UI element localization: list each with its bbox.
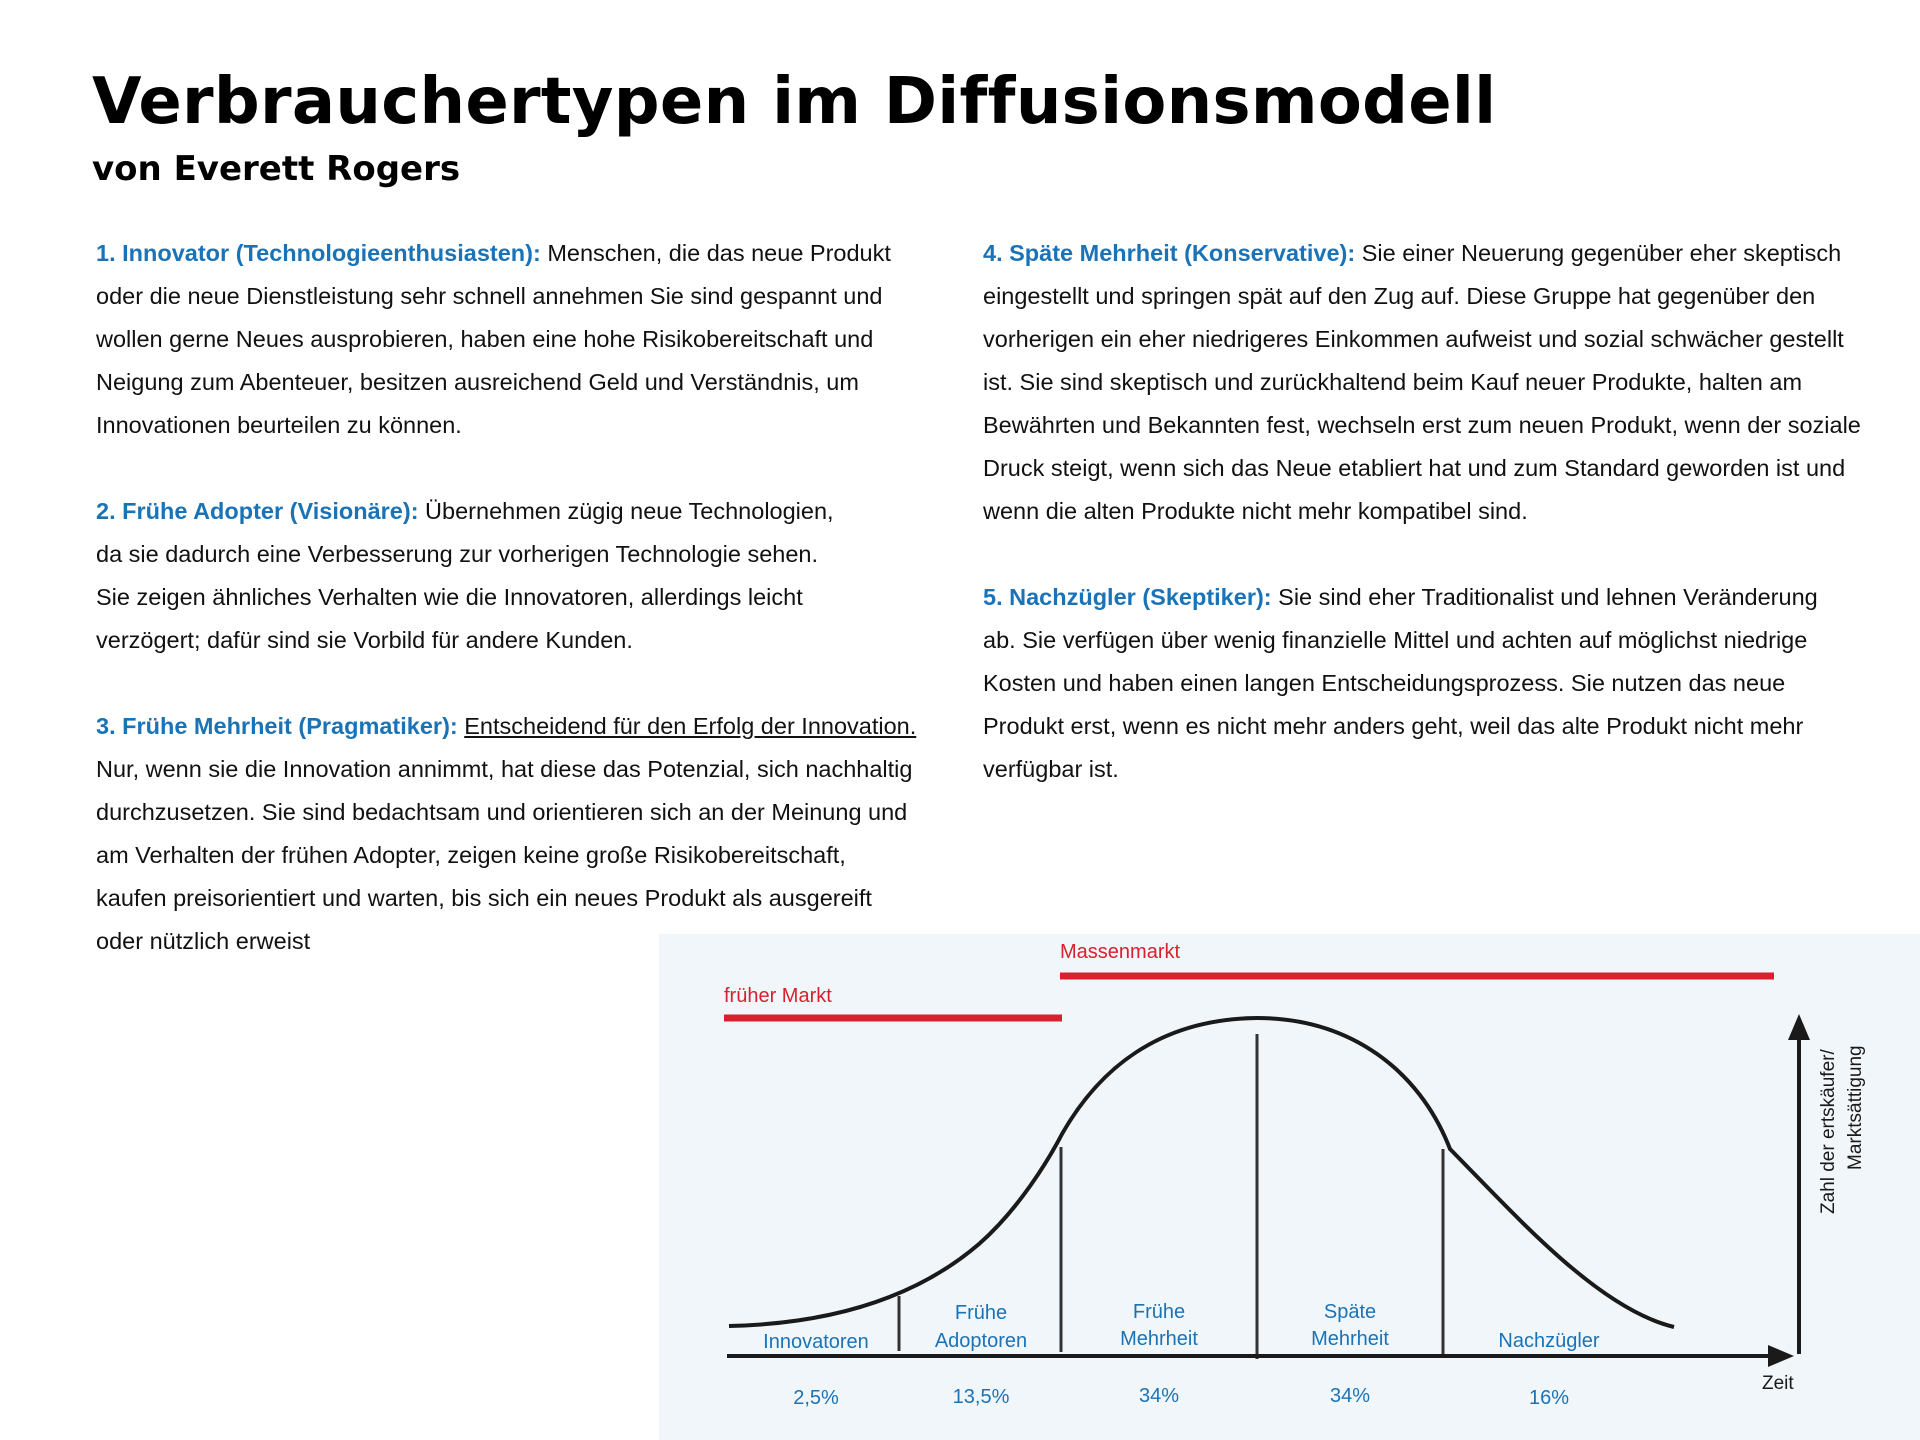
- paragraph-line: [96, 705, 976, 748]
- segment-share-innovators: 2,5%: [793, 1387, 839, 1409]
- paragraph-line: kaufen preisorientiert und warten, bis sich ein neues Produkt als ausgereift: [96, 885, 872, 911]
- left-column: [96, 232, 976, 1006]
- paragraph-heading: 1. Innovator (Technologieenthusiasten):: [96, 240, 541, 266]
- paragraph-line: Nur, wenn sie die Innovation annimmt, hat diese das Potenzial, sich nachhaltig: [96, 756, 913, 782]
- segment-label-laggards: Nachzügler: [1498, 1330, 1600, 1352]
- paragraph-line: [96, 490, 976, 533]
- paragraph-line: verfügbar ist.: [983, 756, 1119, 782]
- paragraph-line: am Verhalten der frühen Adopter, zeigen keine große Risikobereitschaft,: [96, 842, 846, 868]
- paragraph-line: ist. Sie sind skeptisch und zurückhaltend beim Kauf neuer Produkte, halten am: [983, 369, 1803, 395]
- paragraph-text: Menschen, die das neue Produkt: [540, 240, 891, 266]
- paragraph-line: Sie zeigen ähnliches Verhalten wie die Innovatoren, allerdings leicht: [96, 584, 803, 610]
- paragraph-line: [96, 232, 976, 275]
- paragraph-line: wenn die alten Produkte nicht mehr kompatibel sind.: [983, 498, 1528, 524]
- paragraph-line: wollen gerne Neues ausprobieren, haben eine hohe Risikobereitschaft und: [96, 326, 874, 352]
- segment-share-early-majority: 34%: [1138, 1385, 1180, 1407]
- paragraph-line: Produkt erst, wenn es nicht mehr anders geht, weil das alte Produkt nicht mehr: [983, 713, 1804, 739]
- y-axis-label-line2: Marktsättigung: [1845, 1045, 1866, 1170]
- underlined-statement: Entscheidend für den Erfolg der Innovation.: [464, 713, 917, 739]
- paragraph-line: oder nützlich erweist: [96, 928, 311, 954]
- paragraph-text: Sie einer Neuerung gegenüber eher skeptisch: [1355, 240, 1842, 266]
- paragraph-line: oder die neue Dienstleistung sehr schnell annehmen Sie sind gespannt und: [96, 283, 883, 309]
- x-axis-arrow-icon: [1768, 1345, 1794, 1367]
- mass-market-label: Massenmarkt: [1060, 941, 1181, 963]
- segment-share-laggards: 16%: [1528, 1387, 1570, 1409]
- paragraph-line: durchzusetzen. Sie sind bedachtsam und orientieren sich an der Meinung und: [96, 799, 908, 825]
- page-title: Verbrauchertypen im Diffusionsmodell: [92, 65, 1497, 139]
- diffusion-diagram: [659, 934, 1920, 1440]
- paragraph-laggards: [983, 576, 1883, 791]
- paragraph-line: da sie dadurch eine Verbesserung zur vorherigen Technologie sehen.: [96, 541, 819, 567]
- segment-label-late-majority-line1: Späte: [1323, 1301, 1377, 1323]
- paragraph-line: ab. Sie verfügen über wenig finanzielle Mittel und achten auf möglichst niedrige: [983, 627, 1808, 653]
- paragraph-line: Druck steigt, wenn sich das Neue etabliert hat und zum Standard geworden ist und: [983, 455, 1846, 481]
- paragraph-line: Neigung zum Abenteuer, besitzen ausreichend Geld und Verständnis, um: [96, 369, 859, 395]
- segment-label-innovators: Innovatoren: [763, 1331, 869, 1353]
- early-market-label: früher Markt: [724, 985, 832, 1007]
- paragraph-line: Kosten und haben einen langen Entscheidungsprozess. Sie nutzen das neue: [983, 670, 1786, 696]
- segment-share-late-majority: 34%: [1329, 1385, 1371, 1407]
- paragraph-innovator: [96, 232, 976, 447]
- segment-label-early-adopters-line1: Frühe: [954, 1302, 1008, 1324]
- paragraph-line: Bewährten und Bekannten fest, wechseln erst zum neuen Produkt, wenn der soziale: [983, 412, 1861, 438]
- paragraph-line: vorherigen ein eher niedrigeres Einkommen aufweist und sozial schwächer gestellt: [983, 326, 1844, 352]
- paragraph-late-majority: [983, 232, 1883, 533]
- right-column: [983, 232, 1883, 834]
- paragraph-text: Sie sind eher Traditionalist und lehnen Veränderung: [1271, 584, 1818, 610]
- y-axis-label-line1: Zahl der ertskäufer/: [1818, 1049, 1839, 1214]
- segment-label-late-majority-line2: Mehrheit: [1311, 1328, 1389, 1350]
- paragraph-line: eingestellt und springen spät auf den Zug auf. Diese Gruppe hat gegenüber den: [983, 283, 1816, 309]
- adoption-curve: [729, 1018, 1674, 1327]
- segment-label-early-majority-line1: Frühe: [1132, 1301, 1186, 1323]
- segment-share-early-adopters: 13,5%: [952, 1386, 1010, 1408]
- x-axis-label: Zeit: [1762, 1373, 1794, 1394]
- segment-label-early-adopters-line2: Adoptoren: [934, 1330, 1028, 1352]
- y-axis-arrow-icon: [1788, 1014, 1810, 1040]
- paragraph-early-majority: [96, 705, 976, 963]
- paragraph-early-adopter: [96, 490, 976, 662]
- paragraph-heading: 5. Nachzügler (Skeptiker):: [983, 584, 1272, 610]
- paragraph-line: [983, 576, 1883, 619]
- segment-label-early-majority-line2: Mehrheit: [1120, 1328, 1198, 1350]
- page-subtitle: von Everett Rogers: [92, 149, 461, 189]
- diffusion-diagram-svg: [659, 934, 1920, 1440]
- paragraph-line: [983, 232, 1883, 275]
- paragraph-heading: 2. Frühe Adopter (Visionäre):: [96, 498, 419, 524]
- paragraph-line: Innovationen beurteilen zu können.: [96, 412, 462, 438]
- paragraph-heading: 3. Frühe Mehrheit (Pragmatiker):: [96, 713, 458, 739]
- paragraph-line: verzögert; dafür sind sie Vorbild für andere Kunden.: [96, 627, 633, 653]
- paragraph-heading: 4. Späte Mehrheit (Konservative):: [983, 240, 1356, 266]
- paragraph-text: Übernehmen zügig neue Technologien,: [418, 498, 834, 524]
